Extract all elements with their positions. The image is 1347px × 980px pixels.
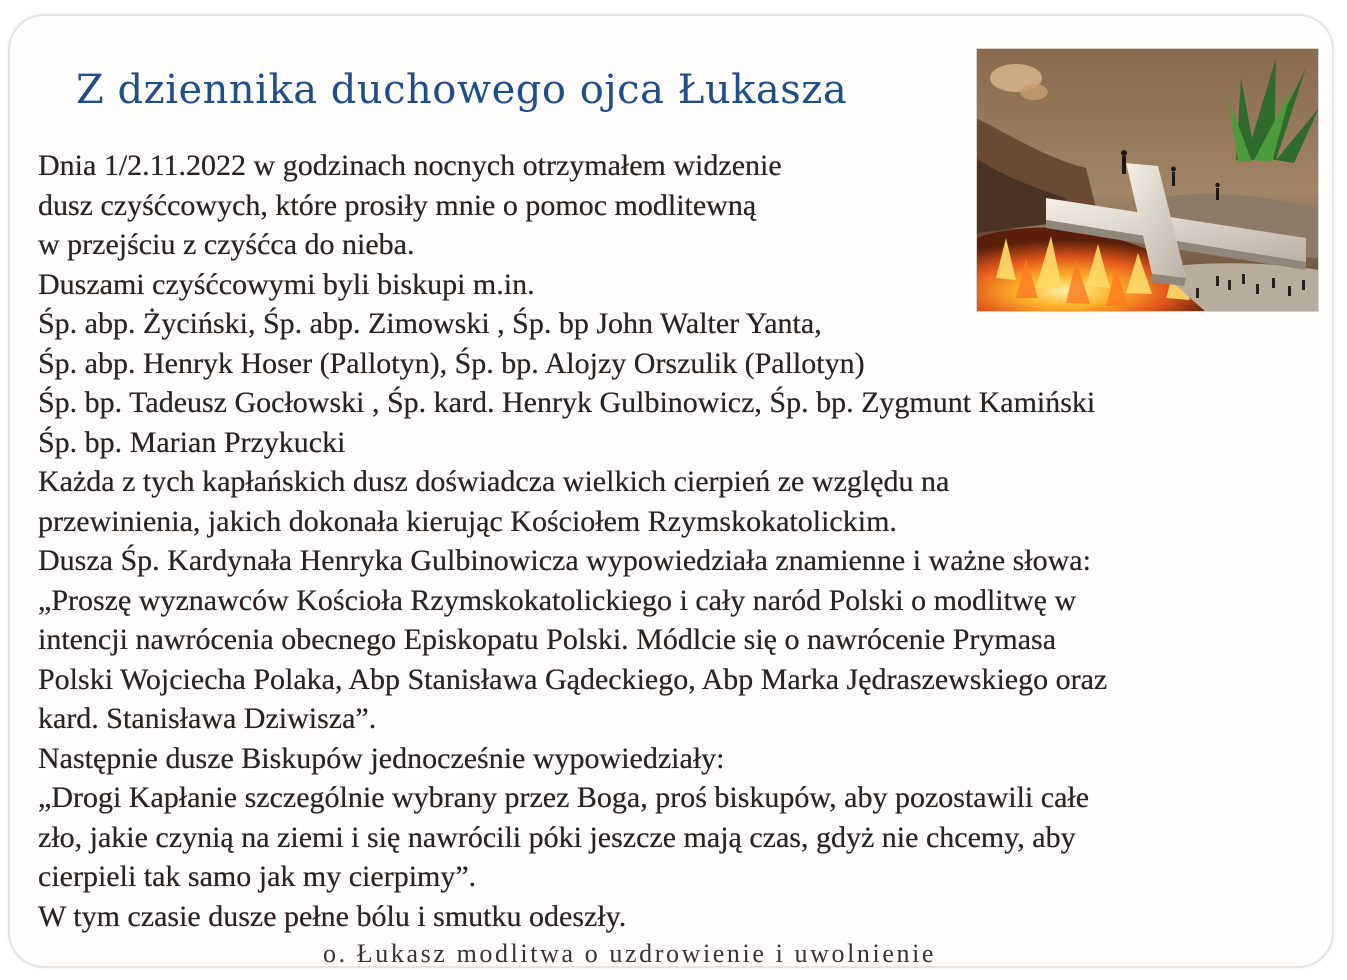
body-line: intencji nawrócenia obecnego Episkopatu Polski. Módlcie się o nawrócenie Prymasa: [38, 623, 1057, 656]
body-line: Dnia 1/2.11.2022 w godzinach nocnych otrzymałem widzenie: [38, 149, 782, 182]
body-line: dusz czyśćcowych, które prosiły mnie o pomoc modlitewną: [38, 188, 757, 222]
body-line: cierpieli tak samo jak my cierpimy”.: [38, 860, 477, 893]
body-line: Śp. abp. Henryk Hoser (Pallotyn), Śp. bp. Alojzy Orszulik (Pallotyn): [38, 346, 865, 380]
body-line: przewinienia, jakich dokonała kierując Kościołem Rzymskokatolickim.: [38, 504, 897, 538]
body-line: „Proszę wyznawców Kościoła Rzymskokatolickiego i cały naród Polski o modlitwę w: [38, 583, 1077, 617]
body-line: Duszami czyśćcowymi byli biskupi m.in.: [38, 267, 535, 301]
body-line: Następnie dusze Biskupów jednocześnie wypowiedziały:: [38, 741, 725, 775]
body-line: kard. Stanisława Dziwisza”.: [38, 702, 377, 735]
body-line: Śp. bp. Marian Przykucki: [38, 425, 346, 459]
body-line: Dusza Śp. Kardynała Henryka Gulbinowicza wypowiedziała znamienne i ważne słowa:: [38, 544, 1091, 577]
signature: o. Łukasz modlitwa o uzdrowienie i uwolnienie: [323, 939, 937, 968]
body-line: Polski Wojciecha Polaka, Abp Stanisława Gądeckiego, Abp Marka Jędraszewskiego oraz: [38, 662, 1108, 696]
body-line: W tym czasie dusze pełne bólu i smutku odeszły.: [38, 899, 627, 933]
diary-body: [38, 146, 1338, 936]
body-line: zło, jakie czynią na ziemi i się nawrócili póki jeszcze mają czas, gdyż nie chcemy, aby: [38, 820, 1076, 854]
body-line: w przejściu z czyśćca do nieba.: [38, 228, 415, 261]
body-line: „Drogi Kapłanie szczególnie wybrany przez Boga, proś biskupów, aby pozostawili całe: [38, 781, 1090, 814]
page-title: Z dziennika duchowego ojca Łukasza: [76, 67, 848, 113]
body-line: Każda z tych kapłańskich dusz doświadcza wielkich cierpień ze względu na: [38, 465, 950, 498]
body-line: Śp. bp. Tadeusz Gocłowski , Śp. kard. Henryk Gulbinowicz, Śp. bp. Zygmunt Kamiński: [38, 386, 1096, 419]
body-line: Śp. abp. Życiński, Śp. abp. Zimowski , Śp. bp John Walter Yanta,: [38, 307, 822, 340]
post-card: [8, 14, 1334, 968]
